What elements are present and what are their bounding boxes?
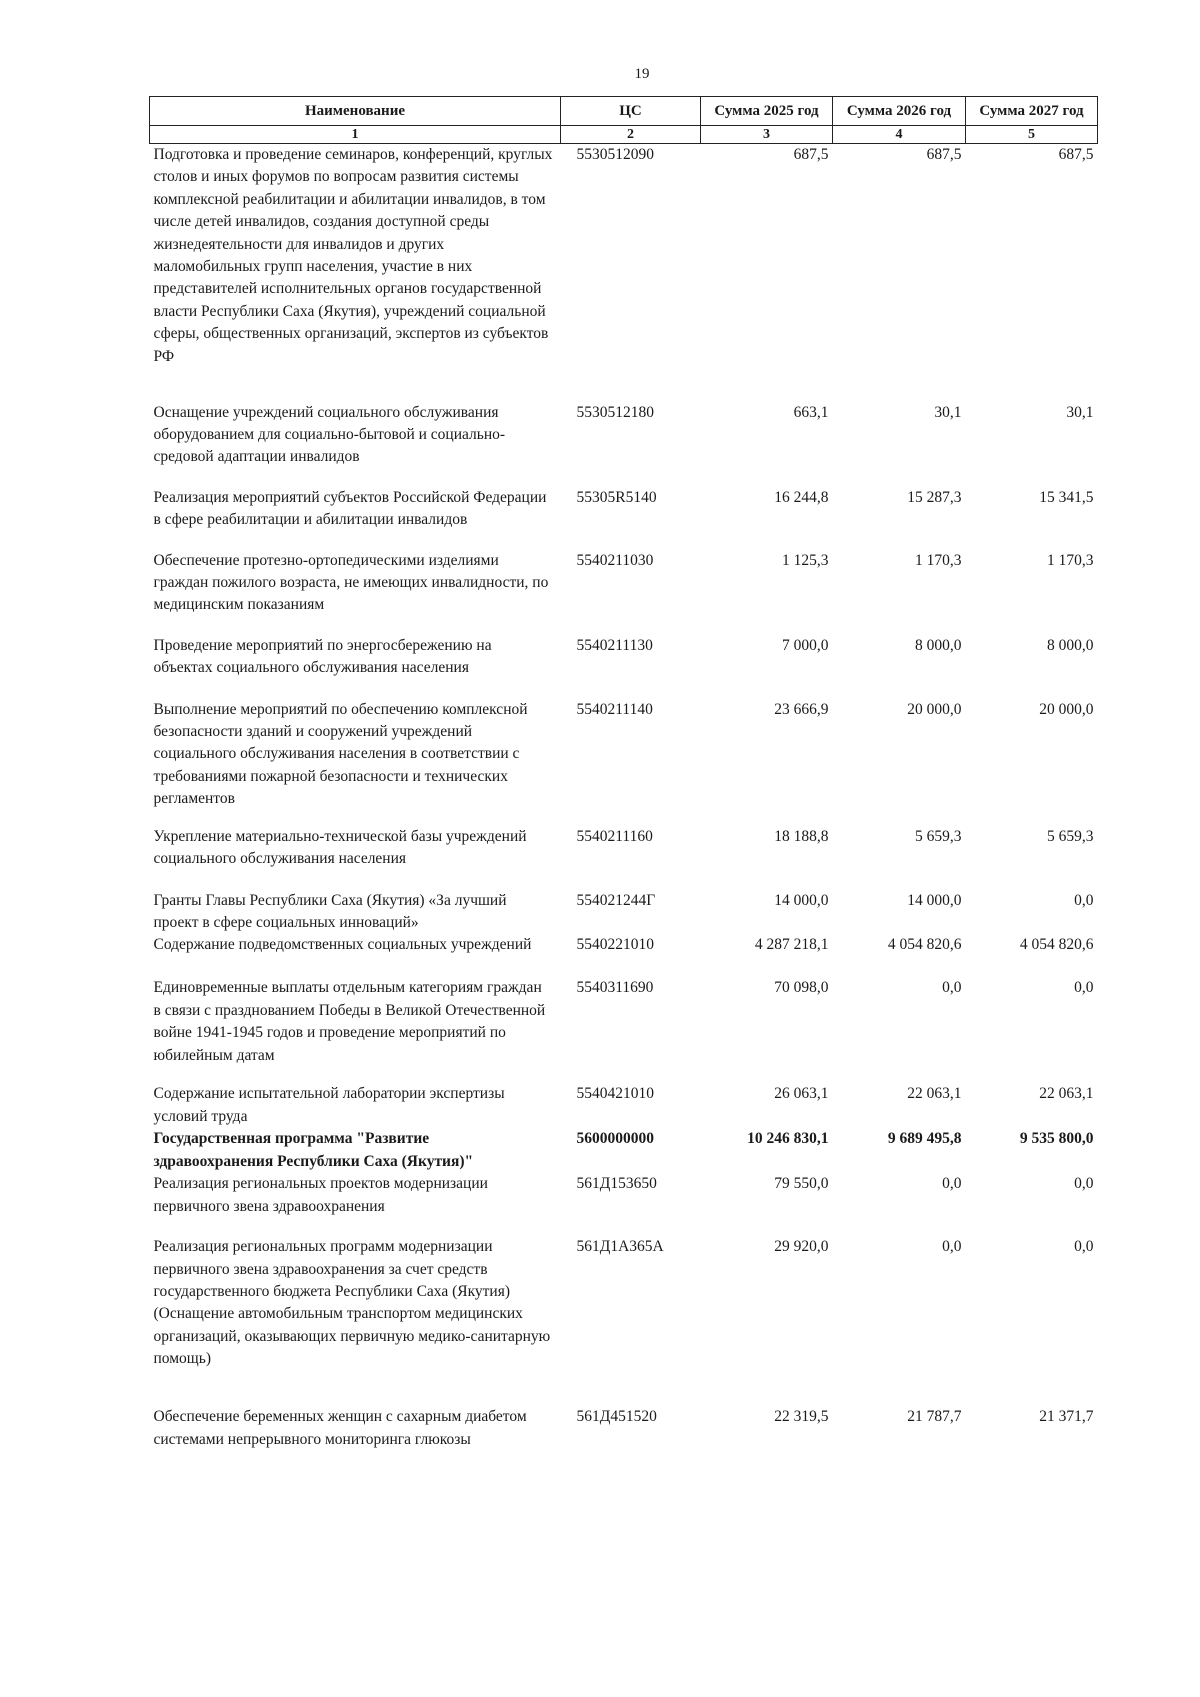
row-name: Гранты Главы Республики Саха (Якутия) «За лучший проект в сфере социальных инноваций»	[153, 891, 507, 931]
row-code: 5540421010	[576, 1085, 654, 1103]
row-sum-2026: 9 689 495,8	[887, 1130, 962, 1148]
budget-table	[149, 96, 1098, 1468]
row-sum-2025: 1 125,3	[782, 551, 829, 569]
row-name: Обеспечение протезно-ортопедическими изделиями граждан пожилого возраста, не имеющих инвалидности, по медицинским показаниям	[153, 551, 549, 614]
row-name: Содержание испытательной лаборатории экспертизы условий труда	[153, 1085, 505, 1125]
row-name: Укрепление материально-технической базы учреждений социального обслуживания населения	[153, 827, 527, 867]
row-sum-2025: 29 920,0	[774, 1238, 829, 1256]
table-row	[150, 1406, 1098, 1468]
row-sum-2027: 20 000,0	[1039, 700, 1094, 718]
column-index: 3	[701, 126, 833, 144]
row-code: 5530512180	[576, 403, 654, 421]
row-sum-2027: 687,5	[1058, 146, 1094, 163]
row-code: 561Д1А365А	[576, 1238, 664, 1256]
header-code: ЦС	[561, 97, 701, 126]
row-code: 5530512090	[576, 146, 654, 163]
row-sum-2025: 663,1	[793, 403, 829, 421]
column-index: 1	[150, 126, 561, 144]
row-sum-2025: 14 000,0	[774, 891, 829, 909]
row-sum-2026: 30,1	[934, 403, 962, 421]
row-sum-2027: 0,0	[1074, 1238, 1094, 1256]
row-sum-2027: 5 659,3	[1047, 827, 1094, 845]
table-row	[150, 1173, 1098, 1236]
table-row	[150, 144, 1098, 402]
row-sum-2026: 21 787,7	[907, 1408, 962, 1426]
table-row	[150, 635, 1098, 699]
row-sum-2026: 20 000,0	[907, 700, 962, 718]
row-sum-2026: 15 287,3	[907, 488, 962, 506]
row-name: Реализация мероприятий субъектов Российской Федерации в сфере реабилитации и абилитации инвалидов	[153, 488, 547, 528]
header-sum-2026: Сумма 2026 год	[833, 97, 966, 126]
row-sum-2026: 0,0	[942, 1238, 962, 1256]
row-code: 5540211130	[576, 636, 653, 654]
row-sum-2025: 26 063,1	[774, 1085, 829, 1103]
row-sum-2026: 1 170,3	[915, 551, 962, 569]
row-sum-2026: 0,0	[942, 1175, 962, 1193]
header-sum-2025: Сумма 2025 год	[701, 97, 833, 126]
row-sum-2027: 4 054 820,6	[1019, 936, 1094, 954]
table-row	[150, 1236, 1098, 1406]
row-name: Выполнение мероприятий по обеспечению комплексной безопасности зданий и сооружений учреждений социального обслуживания населения в соответствии с требованиями пожарной безопасности и технических регламентов	[153, 700, 528, 808]
row-name: Оснащение учреждений социального обслуживания оборудованием для социально-бытовой и социально-средовой адаптации инвалидов	[153, 403, 506, 466]
row-sum-2027: 1 170,3	[1047, 551, 1094, 569]
row-sum-2025: 10 246 830,1	[747, 1130, 829, 1148]
row-code: 5540211140	[576, 700, 653, 718]
row-sum-2025: 22 319,5	[774, 1408, 829, 1426]
table-row	[150, 402, 1098, 487]
row-sum-2025: 687,5	[793, 146, 829, 163]
row-sum-2025: 4 287 218,1	[754, 936, 829, 954]
table-row	[150, 826, 1098, 890]
row-sum-2027: 9 535 800,0	[1019, 1130, 1094, 1148]
row-name: Реализация региональных программ модернизации первичного звена здравоохранения за счет средств государственного бюджета Республики Саха (Якутия) (Оснащение автомобильным транспортом медицинских организаций, оказывающих первичную медико-санитарную помощь)	[153, 1238, 551, 1368]
row-sum-2025: 23 666,9	[774, 700, 829, 718]
row-sum-2027: 21 371,7	[1039, 1408, 1094, 1426]
table-row	[150, 550, 1098, 635]
row-sum-2027: 15 341,5	[1039, 488, 1094, 506]
table-row	[150, 699, 1098, 826]
row-name: Проведение мероприятий по энергосбережению на объектах социального обслуживания населения	[153, 636, 492, 676]
row-sum-2026: 687,5	[926, 146, 962, 163]
table-row	[150, 890, 1098, 935]
table-row	[150, 487, 1098, 550]
row-sum-2026: 4 054 820,6	[887, 936, 962, 954]
row-name: Содержание подведомственных социальных учреждений	[153, 936, 532, 954]
row-code: 5540211160	[576, 827, 653, 845]
row-sum-2026: 22 063,1	[907, 1085, 962, 1103]
row-sum-2025: 7 000,0	[782, 636, 829, 654]
column-index-row	[150, 126, 1098, 144]
row-sum-2027: 8 000,0	[1047, 636, 1094, 654]
row-sum-2025: 70 098,0	[774, 979, 829, 997]
table-row	[150, 934, 1098, 977]
row-code: 5540221010	[576, 936, 654, 954]
row-sum-2026: 14 000,0	[907, 891, 962, 909]
row-sum-2025: 79 550,0	[774, 1175, 829, 1193]
row-code: 561Д451520	[576, 1408, 657, 1426]
column-index: 5	[966, 126, 1098, 144]
row-code: 5540311690	[576, 979, 654, 997]
row-sum-2026: 0,0	[942, 979, 962, 997]
row-code: 554021244Г	[576, 891, 656, 909]
row-sum-2027: 0,0	[1074, 1175, 1094, 1193]
row-sum-2027: 0,0	[1074, 891, 1094, 909]
row-sum-2025: 18 188,8	[774, 827, 829, 845]
table-header	[150, 97, 1098, 144]
row-code: 5540211030	[576, 551, 654, 569]
table-row	[150, 977, 1098, 1083]
row-code: 5600000000	[576, 1130, 654, 1148]
row-sum-2027: 22 063,1	[1039, 1085, 1094, 1103]
column-index: 2	[561, 126, 701, 144]
header-name: Наименование	[150, 97, 561, 126]
row-sum-2026: 5 659,3	[915, 827, 962, 845]
row-name: Подготовка и проведение семинаров, конференций, круглых столов и иных форумов по вопросам развития системы комплексной реабилитации и абилитации инвалидов, в том числе детей инвалидов, создания доступной среды жизнедеятельности для инвалидов и других маломобильных групп населения, участие в них представителей исполнительных органов государственной власти Республики Саха (Якутия), учреждений социальной сферы, общественных организаций, экспертов из субъектов РФ	[153, 146, 553, 365]
row-name: Обеспечение беременных женщин с сахарным диабетом системами непрерывного мониторинга глюкозы	[153, 1408, 527, 1448]
header-sum-2027: Сумма 2027 год	[966, 97, 1098, 126]
table-row	[150, 1128, 1098, 1173]
table-row	[150, 1083, 1098, 1128]
column-index: 4	[833, 126, 966, 144]
row-name: Единовременные выплаты отдельным категориям граждан в связи с празднованием Победы в Великой Отечественной войне 1941-1945 годов и проведение мероприятий по юбилейным датам	[153, 979, 546, 1064]
row-code: 55305R5140	[576, 488, 657, 506]
row-sum-2027: 30,1	[1066, 403, 1094, 421]
header-row	[150, 97, 1098, 126]
row-sum-2025: 16 244,8	[774, 488, 829, 506]
table-body	[150, 144, 1098, 1469]
row-sum-2027: 0,0	[1074, 979, 1094, 997]
row-code: 561Д153650	[576, 1175, 657, 1193]
row-sum-2026: 8 000,0	[915, 636, 962, 654]
page-number: 19	[634, 66, 650, 82]
row-name: Реализация региональных проектов модернизации первичного звена здравоохранения	[153, 1175, 488, 1215]
row-name: Государственная программа "Развитие здравоохранения Республики Саха (Якутия)"	[153, 1130, 474, 1170]
